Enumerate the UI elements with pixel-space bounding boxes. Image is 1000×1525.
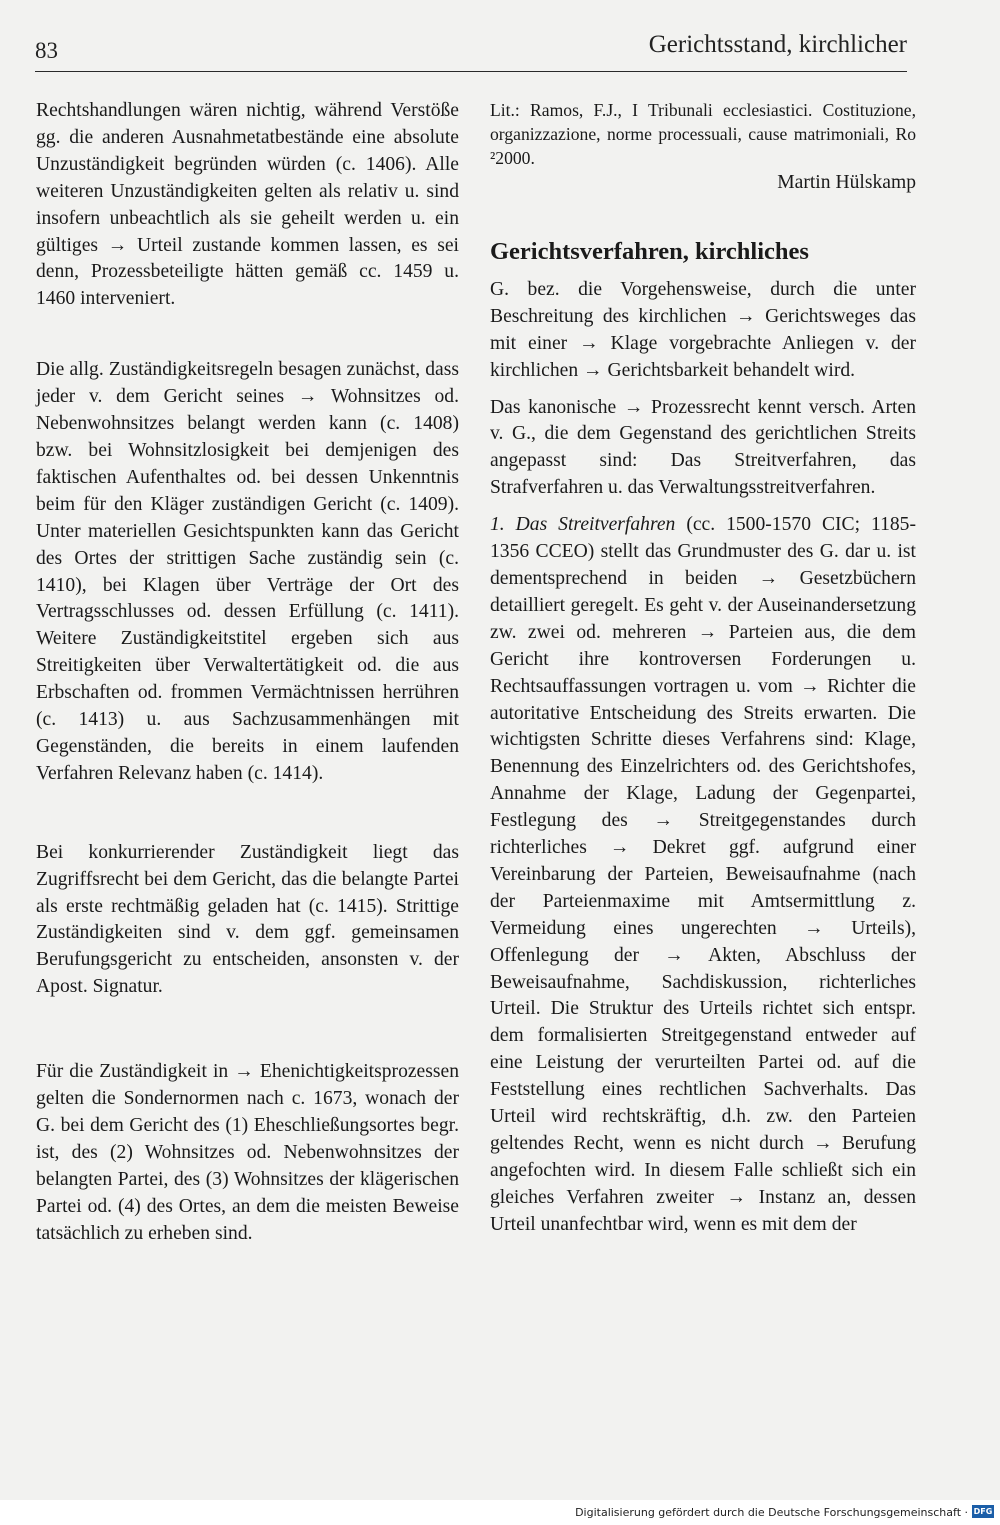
author-name: Martin Hülskamp <box>777 172 916 193</box>
right-column <box>490 98 916 1239</box>
right-paragraph-2: Das kanonische → Prozessrecht kennt versch. Arten v. G., die dem Gegenstand des gerichtlichen Streits angepasst sind: Das Streitverfahren, das Strafverfahren u. das Verwaltungsstreitverfahren. <box>490 396 916 499</box>
right-paragraph-3 <box>490 512 916 1238</box>
page-number: 83 <box>35 38 58 63</box>
left-paragraph-3: Bei konkurrierender Zuständigkeit liegt das Zugriffsrecht bei dem Gericht, das die belangte Partei als erste rechtmäßig geladen hat (c. 1415). Strittige Zuständigkeiten sind v. dem ggf. gemeinsamen Berufungsgericht zu entscheiden, ansonsten v. der Apost. Signatur. <box>36 841 459 998</box>
running-title: Gerichtsstand, kirchlicher <box>648 31 907 58</box>
dfg-logo-icon: DFG <box>973 1507 993 1516</box>
footer-bar <box>0 1500 1000 1525</box>
entry-title: Gerichtsverfahren, kirchliches <box>490 237 809 265</box>
literature-reference: Lit.: Ramos, F.J., I Tribunali ecclesiastici. Costituzione, organizzazione, norme processuali, cause matrimoniali, Ro ²2000. <box>490 100 916 168</box>
digitization-credit: Digitalisierung gefördert durch die Deutsche Forschungsgemeinschaft · <box>575 1506 968 1519</box>
right-paragraph-3-body: (cc. 1500-1570 CIC; 1185-1356 CCEO) stellt das Grundmuster des G. dar u. ist dementsprechend in beiden → Gesetzbüchern detailliert geregelt. Es geht v. der Auseinandersetzung zw. zwei od. mehreren → Parteien aus, die dem Gericht ihre kontroversen Forderungen u. Rechtsauffassungen vortragen u. vom → Richter die autoritative Entscheidung des Streits erwarten. Die wichtigsten Schritte dieses Verfahrens sind: Klage, Benennung des Einzelrichters od. des Gerichtshofes, Annahme der Klage, Ladung der Gegenpartei, Festlegung des → Streitgegenstandes durch richterliches → Dekret ggf. aufgrund einer Vereinbarung der Parteien, Beweisaufnahme (nach der Parteienmaxime mit Amtsermittlung z. Vermeidung eines ungerechten → Urteils), Offenlegung der → Akten, Abschluss der Beweisaufnahme, Sachdiskussion, richterliches Urteil. Die Struktur des Urteils richtet sich entspr. dem formalisierten Streitgegenstand entweder auf eine Leistung der verurteilten Partei od. auf die Feststellung eines rechtlichen Sachverhalts. Das Urteil wird rechtskräftig, d.h. zw. den Parteien geltendes Recht, wenn es nicht durch → Berufung angefochten wird. In diesem Falle schließt sich ein gleiches Verfahren zweiter → Instanz an, dessen Urteil unanfechtbar wird, wenn es mit dem der <box>490 514 917 1235</box>
left-paragraph-4: Für die Zuständigkeit in → Ehenichtigkeitsprozessen gelten die Sondernormen nach c. 1673, wonach der G. bei dem Gericht des (1) Eheschließungsortes begr. ist, des (2) Wohnsitzes od. Nebenwohnsitzes der belangten Partei, des (3) Wohnsitzes der klägerischen Partei od. (4) des Ortes, an dem die meisten Beweise tatsächlich zu erheben sind. <box>36 1061 459 1244</box>
header-rule <box>35 71 907 72</box>
left-paragraph-2: Die allg. Zuständigkeitsregeln besagen zunächst, dass jeder v. dem Gericht seines → Wohnsitzes od. Nebenwohnsitzes belangt werden kann (c. 1408) bzw. bei Wohnsitzlosigkeit bei demjenigen des faktischen Aufenthaltes od. bei dessen Unkenntnis beim für den Kläger zuständigen Gericht (c. 1409). Unter materiellen Gesichtspunkten kann das Gericht des Ortes der strittigen Sache zuständig sein (c. 1410), bei Klagen über Verträge der Ort des Vertragsschlusses od. dessen Erfüllung (c. 1411). Weitere Zuständigkeitstitel ergeben sich aus Streitigkeiten über Verwaltertätigkeit od. die aus Erbschaften od. frommen Vermächtnissen herrühren (c. 1413) u. aus Sachzusammenhängen mit Gegenständen, die bereits in einem laufenden Verfahren Relevanz haben (c. 1414). <box>36 359 459 784</box>
right-paragraph-1: G. bez. die Vorgehensweise, durch die unter Beschreitung des kirchlichen → Gerichtsweges das mit einer → Klage vorgebrachte Anliegen v. der kirchlichen → Gerichtsbarkeit behandelt wird. <box>490 278 916 381</box>
left-paragraph-1: Rechtshandlungen wären nichtig, während Verstöße gg. die anderen Ausnahmetatbestände eine absolute Unzuständigkeit begründen würden (c. 1406). Alle weiteren Unzuständigkeiten gelten als relativ u. sind insofern unbeachtlich als sie geheilt werden u. ein gültiges → Urteil zustande kommen lassen, es sei denn, Prozessbeteiligte hätten gemäß cc. 1459 u. 1460 interveniert. <box>36 100 459 310</box>
section-heading-streitverfahren: 1. Das Streitverfahren <box>490 514 676 536</box>
left-column <box>36 98 459 1248</box>
